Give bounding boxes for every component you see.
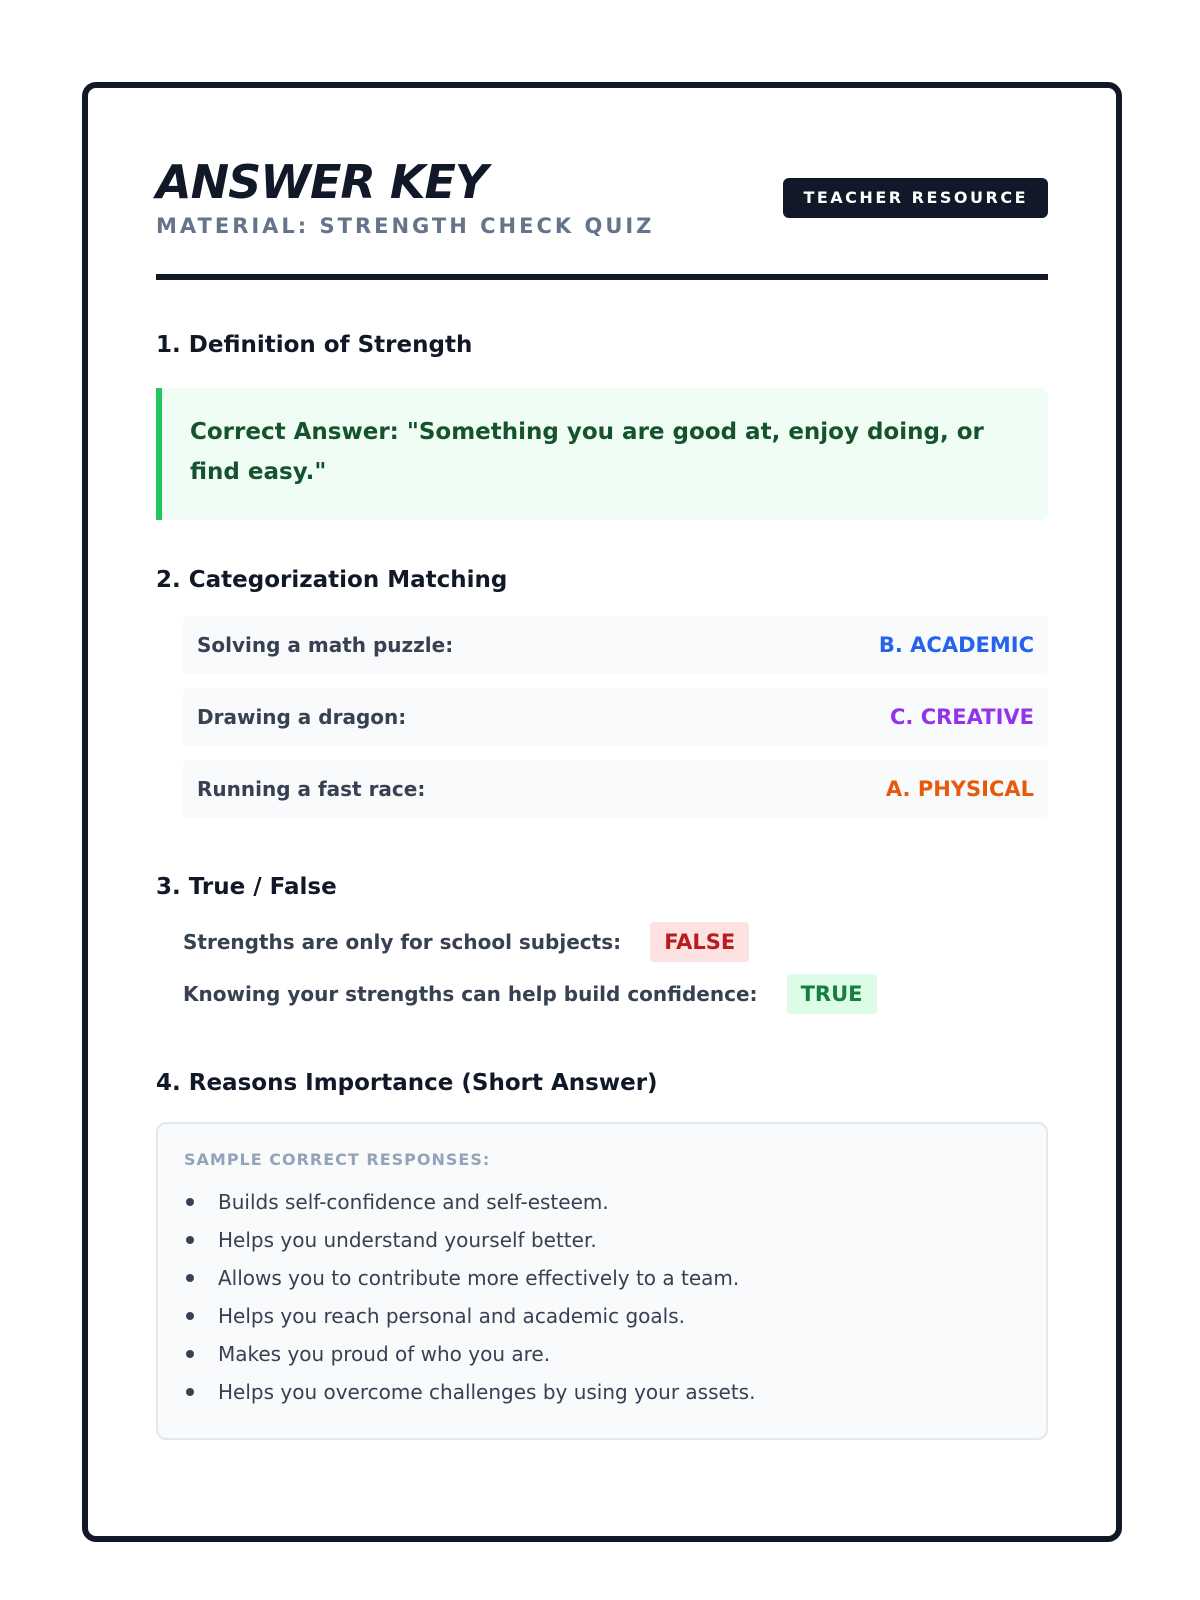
match-question: Solving a math puzzle: [197,633,454,657]
match-row [183,616,1048,674]
bullet-icon [186,1236,194,1244]
answer-key-card [82,82,1122,1542]
list-item [184,1259,1020,1297]
true-answer-chip: TRUE [787,974,877,1014]
sample-responses-box [156,1122,1048,1440]
sample-responses-label: SAMPLE CORRECT RESPONSES: [184,1150,491,1169]
tf-statement: Strengths are only for school subjects: [183,930,622,954]
page-title: ANSWER KEY [156,155,488,209]
bullet-icon [186,1274,194,1282]
bullet-icon [186,1350,194,1358]
tf-statement: Knowing your strengths can help build confidence: [183,982,758,1006]
list-item [184,1221,1020,1259]
match-row [183,760,1048,818]
header [156,154,1048,274]
section-4-title: 4. Reasons Importance (Short Answer) [156,1070,658,1096]
match-row [183,688,1048,746]
match-answer: A. PHYSICAL [885,777,1034,801]
list-item [184,1335,1020,1373]
list-item [184,1297,1020,1335]
response-text: Helps you reach personal and academic goals. [218,1304,685,1328]
true-false-row [183,974,877,1014]
material-subtitle: MATERIAL: STRENGTH CHECK QUIZ [156,214,655,238]
section-1-title: 1. Definition of Strength [156,332,473,358]
teacher-resource-badge: TEACHER RESOURCE [783,178,1048,218]
section-3-title: 3. True / False [156,874,337,900]
response-text: Builds self-confidence and self-esteem. [218,1190,609,1214]
response-text: Makes you proud of who you are. [218,1342,551,1366]
response-text: Allows you to contribute more effectively to a team. [218,1266,740,1290]
match-answer: B. ACADEMIC [878,633,1034,657]
response-text: Helps you understand yourself better. [218,1228,597,1252]
sample-responses-list [184,1183,1020,1411]
definition-answer-box [156,388,1048,520]
list-item [184,1373,1020,1411]
definition-answer-text: Correct Answer: "Something you are good at, enjoy doing, or find easy." [190,419,984,485]
true-false-row [183,922,749,962]
bullet-icon [186,1312,194,1320]
section-2-title: 2. Categorization Matching [156,567,508,593]
list-item [184,1183,1020,1221]
false-answer-chip: FALSE [650,922,749,962]
response-text: Helps you overcome challenges by using your assets. [218,1380,756,1404]
match-question: Running a fast race: [197,777,426,801]
match-question: Drawing a dragon: [197,705,407,729]
match-answer: C. CREATIVE [890,705,1034,729]
bullet-icon [186,1198,194,1206]
bullet-icon [186,1388,194,1396]
header-divider [156,274,1048,280]
